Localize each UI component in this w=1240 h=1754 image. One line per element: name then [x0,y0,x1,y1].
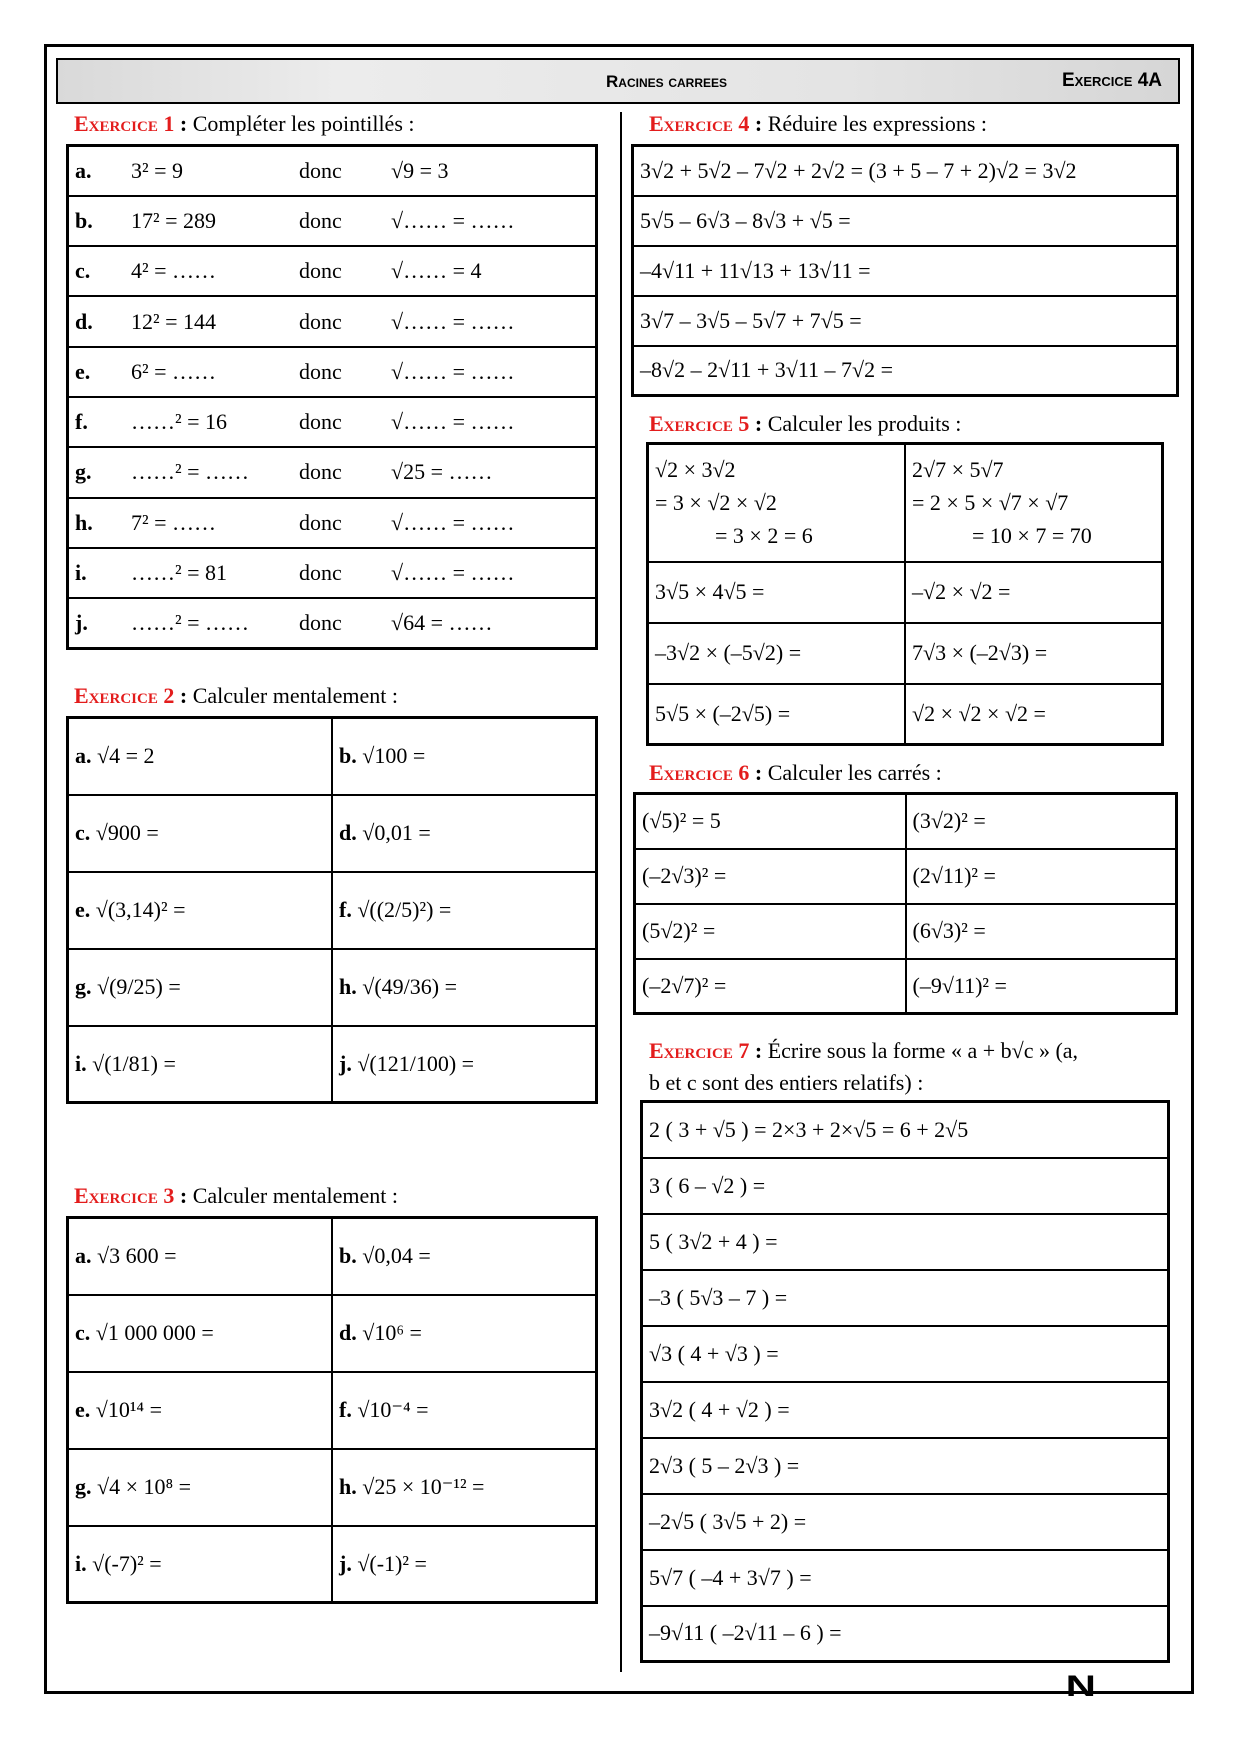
cell-letter: g. [75,974,92,999]
table-row [635,959,1177,1014]
row-result: √…… = 4 [385,246,597,296]
cell-expression: √0,01 = [362,820,431,845]
grid-cell [68,795,333,872]
row-result: √…… = …… [385,196,597,246]
square-cell: (5√2)² = [635,904,906,959]
grid-cell [332,1026,597,1103]
cell-expression: √0,04 = [362,1243,431,1269]
expression-cell: 3 ( 6 – √2 ) = [642,1158,1169,1214]
expression-cell: √3 ( 4 + √3 ) = [642,1326,1169,1382]
cell-expression: √((2/5)²) = [357,897,452,922]
ex6-label: Exercice 6 [649,760,750,785]
cell-letter: d. [339,1320,357,1345]
grid-cell [68,949,333,1026]
header-title: Racines carrees [606,72,728,91]
ex7-instruction-1: Écrire sous la forme « a + b√c » (a, [767,1038,1079,1063]
grid-cell [68,1295,333,1372]
square-cell: (–2√3)² = [635,849,906,904]
row-letter: f. [68,397,126,447]
row-expression: ……² = 81 [125,548,293,598]
grid-cell [332,1449,597,1526]
row-letter: h. [68,498,126,548]
ex4-table [631,144,1179,397]
ex4-instruction: Réduire les expressions : [767,111,988,136]
cell-expression: √(9/25) = [97,974,181,999]
cell-letter: f. [339,1397,352,1422]
table-row [68,296,597,346]
table-row [633,196,1178,246]
row-expression: ……² = …… [125,598,293,648]
cell-letter: b. [339,1243,357,1269]
row-letter: a. [68,146,126,196]
expression-cell: –4√11 + 11√13 + 13√11 = [633,246,1178,296]
row-result: √9 = 3 [385,146,597,196]
table-row [633,246,1178,296]
table-row [68,949,597,1026]
row-expression: 17² = 289 [125,196,293,246]
page-header [56,58,1180,104]
cell-letter: c. [75,820,91,845]
ex4-label: Exercice 4 [649,111,750,136]
row-donc: donc [293,296,385,346]
row-expression: ……² = …… [125,447,293,497]
table-row [68,1295,597,1372]
grid-cell [68,1026,333,1103]
cell-expression: √100 = [362,743,426,769]
row-donc: donc [293,146,385,196]
table-row [68,1526,597,1603]
cell-letter: i. [75,1550,87,1576]
ex2-table [66,716,598,1104]
product-cell: –√2 × √2 = [905,562,1163,623]
table-row [642,1102,1169,1158]
square-cell: (√5)² = 5 [635,794,906,849]
cell-expression: √10¹⁴ = [95,1397,163,1422]
ex1-instruction: Compléter les pointillés : [192,111,415,136]
grid-cell [332,949,597,1026]
row-result: √25 = …… [385,447,597,497]
table-row [633,146,1178,196]
table-row [68,548,597,598]
table-row [68,146,597,196]
table-row [642,1382,1169,1438]
table-row [642,1270,1169,1326]
ex3-table [66,1216,598,1604]
square-cell: (6√3)² = [906,904,1177,959]
cell-expression: √10⁻⁴ = [357,1397,429,1422]
cell-letter: j. [339,1050,352,1076]
ex6-title: Exercice 6 : Calculer les carrés : [649,760,942,785]
row-letter: i. [68,548,126,598]
table-row [68,598,597,648]
cell-expression: √4 = 2 [97,743,155,769]
cell-expression: √(1/81) = [92,1050,176,1076]
worked-example-cell [905,444,1163,562]
grid-cell [332,1526,597,1603]
grid-cell [68,1218,333,1295]
ex5-instruction: Calculer les produits : [767,411,962,436]
row-result: √…… = …… [385,498,597,548]
cell-expression: √25 × 10⁻¹² = [362,1474,485,1499]
square-cell: (–9√11)² = [906,959,1177,1014]
ex7-instruction-line-2 [649,1070,923,1096]
table-row [633,346,1178,396]
ex1-label: Exercice 1 [74,111,175,136]
grid-cell [332,1295,597,1372]
table-row [68,397,597,447]
cell-expression: √3 600 = [97,1243,177,1269]
ex2-instruction: Calculer mentalement : [192,683,398,708]
row-letter: j. [68,598,126,648]
table-row [68,795,597,872]
table-row [642,1438,1169,1494]
ex7-instruction-2: b et c sont des entiers relatifs) : [649,1070,924,1095]
table-row [648,684,1163,745]
cell-letter: h. [339,974,357,999]
expression-cell: 5 ( 3√2 + 4 ) = [642,1214,1169,1270]
expression-cell: 5√7 ( –4 + 3√7 ) = [642,1550,1169,1606]
table-row [642,1214,1169,1270]
row-expression: ……² = 16 [125,397,293,447]
row-result: √…… = …… [385,296,597,346]
expression-cell: –2√5 ( 3√5 + 2) = [642,1494,1169,1550]
expression-cell: 2 ( 3 + √5 ) = 2×3 + 2×√5 = 6 + 2√5 [642,1102,1169,1158]
table-row [642,1606,1169,1662]
worked-example-cell [648,444,906,562]
cell-letter: f. [339,897,352,922]
table-row [648,562,1163,623]
grid-cell [332,718,597,795]
table-row [633,296,1178,346]
cell-expression: √1 000 000 = [95,1320,214,1345]
product-cell: –3√2 × (–5√2) = [648,623,906,684]
row-donc: donc [293,498,385,548]
worked-line: = 3 × 2 = 6 [715,523,813,549]
worked-line: = 3 × √2 × √2 [655,490,777,516]
corner-mark-icon: N [1065,1670,1097,1703]
ex3-instruction: Calculer mentalement : [192,1183,398,1208]
row-donc: donc [293,347,385,397]
expression-cell: –3 ( 5√3 – 7 ) = [642,1270,1169,1326]
cell-expression: √(-1)² = [357,1550,427,1576]
table-row [68,447,597,497]
header-code: Exercice 4A [1061,70,1162,91]
table-row [635,794,1177,849]
ex4-title: Exercice 4 : Réduire les expressions : [649,111,988,136]
row-expression: 3² = 9 [125,146,293,196]
cell-expression: √(-7)² = [92,1550,162,1576]
ex2-title: Exercice 2 : Calculer mentalement : [74,683,398,708]
table-row [642,1550,1169,1606]
cell-letter: i. [75,1050,87,1076]
table-row [642,1158,1169,1214]
ex5-title: Exercice 5 : Calculer les produits : [649,411,962,436]
table-row [68,1026,597,1103]
row-result: √64 = …… [385,598,597,648]
table-row [68,1218,597,1295]
cell-letter: a. [75,1243,92,1269]
ex6-table [633,792,1178,1015]
cell-expression: √900 = [95,820,159,845]
table-row [68,1449,597,1526]
cell-expression: √10⁶ = [362,1320,422,1345]
expression-cell: 2√3 ( 5 – 2√3 ) = [642,1438,1169,1494]
cell-letter: g. [75,1474,92,1499]
row-donc: donc [293,598,385,648]
row-letter: g. [68,447,126,497]
grid-cell [68,1526,333,1603]
expression-cell: 3√2 + 5√2 – 7√2 + 2√2 = (3 + 5 – 7 + 2)√2 = 3√2 [633,146,1178,196]
row-result: √…… = …… [385,397,597,447]
expression-cell: 5√5 – 6√3 – 8√3 + √5 = [633,196,1178,246]
grid-cell [68,1372,333,1449]
table-row [635,849,1177,904]
table-row [642,1494,1169,1550]
expression-cell: 3√2 ( 4 + √2 ) = [642,1382,1169,1438]
worked-line: = 10 × 7 = 70 [972,523,1092,549]
row-result: √…… = …… [385,548,597,598]
row-donc: donc [293,196,385,246]
product-cell: 5√5 × (–2√5) = [648,684,906,745]
grid-cell [332,872,597,949]
table-row [68,246,597,296]
table-row [648,623,1163,684]
ex2-label: Exercice 2 [74,683,175,708]
grid-cell [332,795,597,872]
ex5-label: Exercice 5 [649,411,750,436]
table-row [68,872,597,949]
grid-cell [68,718,333,795]
expression-cell: –9√11 ( –2√11 – 6 ) = [642,1606,1169,1662]
table-row [642,1326,1169,1382]
column-divider [620,112,622,1672]
row-donc: donc [293,246,385,296]
cell-expression: √(49/36) = [362,974,457,999]
product-cell: √2 × √2 × √2 = [905,684,1163,745]
table-row [648,444,1163,562]
row-result: √…… = …… [385,347,597,397]
grid-cell [68,872,333,949]
square-cell: (2√11)² = [906,849,1177,904]
ex1-table [66,144,598,650]
row-letter: d. [68,296,126,346]
row-letter: c. [68,246,126,296]
ex1-title: Exercice 1 : Compléter les pointillés : [74,111,415,136]
square-cell: (–2√7)² = [635,959,906,1014]
product-cell: 3√5 × 4√5 = [648,562,906,623]
row-letter: b. [68,196,126,246]
row-letter: e. [68,347,126,397]
row-expression: 4² = …… [125,246,293,296]
cell-letter: e. [75,1397,91,1422]
grid-cell [332,1372,597,1449]
expression-cell: –8√2 – 2√11 + 3√11 – 7√2 = [633,346,1178,396]
table-row [68,1372,597,1449]
ex3-label: Exercice 3 [74,1183,175,1208]
worked-line: = 2 × 5 × √7 × √7 [912,490,1069,516]
cell-letter: a. [75,743,92,769]
expression-cell: 3√7 – 3√5 – 5√7 + 7√5 = [633,296,1178,346]
cell-expression: √(121/100) = [357,1050,475,1076]
cell-letter: b. [339,743,357,769]
ex5-table [646,442,1164,746]
table-row [68,347,597,397]
worked-line: √2 × 3√2 [655,457,736,483]
square-cell: (3√2)² = [906,794,1177,849]
cell-expression: √(3,14)² = [95,897,186,922]
ex7-title: Exercice 7 : Écrire sous la forme « a + b√c » (a, [649,1038,1079,1063]
grid-cell [332,1218,597,1295]
worked-line: 2√7 × 5√7 [912,457,1004,483]
row-donc: donc [293,397,385,447]
table-row [68,196,597,246]
row-expression: 7² = …… [125,498,293,548]
product-cell: 7√3 × (–2√3) = [905,623,1163,684]
table-row [635,904,1177,959]
table-row [68,498,597,548]
cell-expression: √4 × 10⁸ = [97,1474,192,1499]
row-donc: donc [293,447,385,497]
cell-letter: d. [339,820,357,845]
ex6-instruction: Calculer les carrés : [767,760,942,785]
row-expression: 6² = …… [125,347,293,397]
cell-letter: h. [339,1474,357,1499]
ex3-title: Exercice 3 : Calculer mentalement : [74,1183,398,1208]
cell-letter: j. [339,1550,352,1576]
table-row [68,718,597,795]
grid-cell [68,1449,333,1526]
row-donc: donc [293,548,385,598]
row-expression: 12² = 144 [125,296,293,346]
cell-letter: e. [75,897,91,922]
ex7-label: Exercice 7 [649,1038,750,1063]
ex7-table [640,1100,1170,1663]
cell-letter: c. [75,1320,91,1345]
